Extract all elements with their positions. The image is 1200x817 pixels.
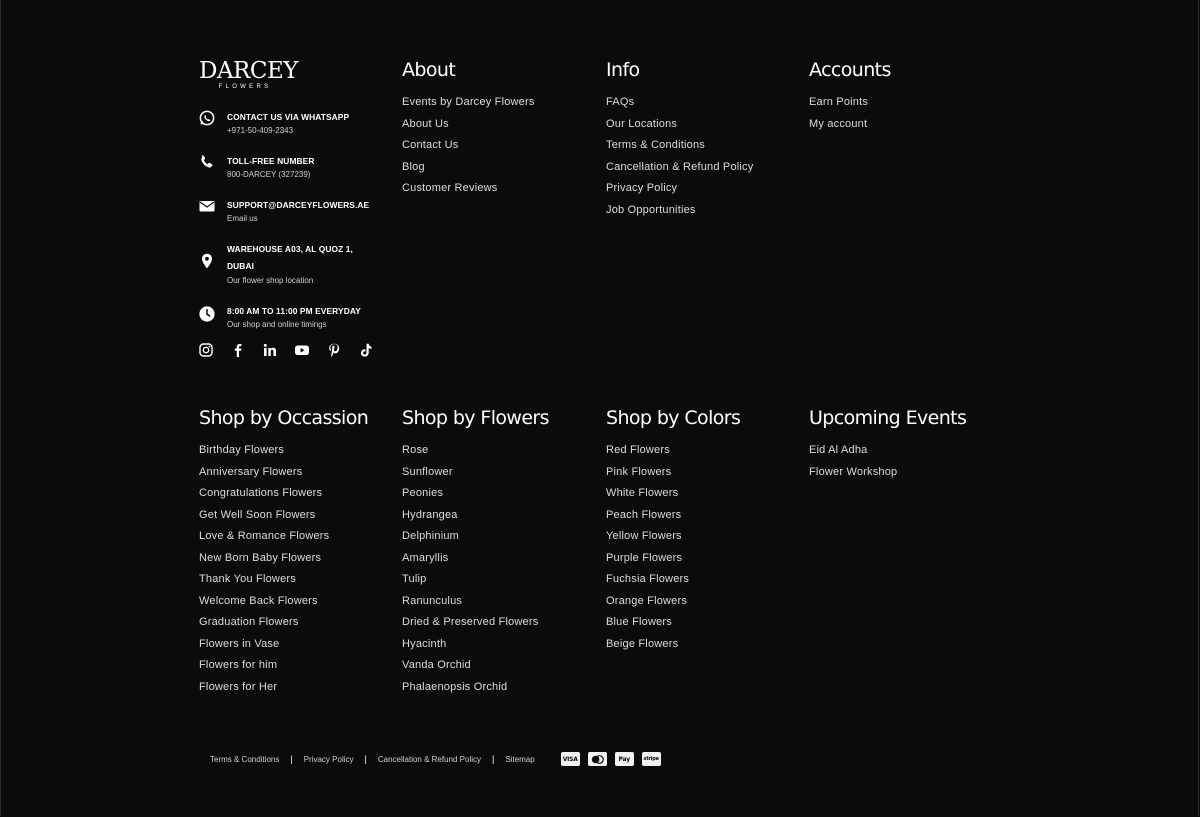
facebook-icon[interactable] [231,343,245,357]
footer-link[interactable]: Tulip [402,573,427,585]
footer-link[interactable]: Contact Us [402,139,459,151]
contact-title: WAREHOUSE A03, AL QUOZ 1, DUBAI [227,244,353,271]
info-links [606,92,753,221]
footer-link[interactable]: Pink Flowers [606,465,672,478]
whatsapp-icon [199,110,215,126]
contact-title: SUPPORT@DARCEYFLOWERS.AE [227,200,370,210]
events-heading: Upcoming Events [809,407,967,429]
clock-icon [199,306,215,322]
footer-link[interactable]: My account [809,117,868,130]
footer-link[interactable]: Amaryllis [402,551,449,564]
occasion-heading: Shop by Occassion [199,407,369,429]
social-links [199,343,391,357]
contact-subtitle: Email us [227,214,258,223]
footer-link[interactable]: Earn Points [809,96,869,108]
footer-link[interactable]: Dried & Preserved Flowers [402,616,539,628]
footer-link[interactable]: Birthday Flowers [199,444,285,456]
footer-link[interactable]: Vanda Orchid [402,659,471,671]
footer-link[interactable]: Phalaenopsis Orchid [402,680,508,693]
footer-link[interactable]: Ranunculus [402,594,463,607]
footer-link[interactable]: Terms & Conditions [606,139,705,151]
mail-icon [199,198,215,214]
footer-link[interactable]: Customer Reviews [402,182,498,194]
footer-link[interactable]: Thank You Flowers [199,573,296,585]
contact-subtitle: +971-50-409-2343 [227,126,294,135]
brand-tagline: FLOWERS [218,84,272,90]
linkedin-icon[interactable] [263,343,277,357]
brand-name: DARCEY [199,58,298,84]
flowers-links [402,440,538,698]
footer-link[interactable]: Delphinium [402,530,460,542]
separator: | [492,754,495,764]
mastercard-icon [588,752,607,766]
payment-methods [561,752,669,766]
footer-link[interactable]: Blue Flowers [606,616,672,628]
footer-link[interactable]: Eid Al Adha [809,444,868,456]
separator: | [290,754,293,764]
footer-link[interactable]: New Born Baby Flowers [199,551,322,564]
footer-link[interactable]: Flowers in Vase [199,637,280,650]
contact-title: CONTACT US VIA WHATSAPP [227,112,350,122]
apple-pay-icon: Pay [615,752,634,766]
instagram-icon[interactable] [199,343,213,357]
youtube-icon[interactable] [295,343,309,357]
footer-link[interactable]: Cancellation & Refund Policy [606,160,754,173]
contact-whatsapp[interactable] [199,109,384,137]
footer-link[interactable]: Congratulations Flowers [199,487,323,499]
footer-link[interactable]: Purple Flowers [606,551,683,564]
footer-link[interactable]: Privacy Policy [606,182,678,194]
events-links [809,440,897,483]
footer-link[interactable]: White Flowers [606,487,679,499]
footer-link[interactable]: Beige Flowers [606,637,679,650]
footer-link[interactable]: Our Locations [606,117,678,130]
bottom-link-sitemap[interactable]: Sitemap [505,754,535,764]
contact-address[interactable] [199,241,369,287]
footer-link[interactable]: Hyacinth [402,637,447,650]
footer-link[interactable]: Job Opportunities [606,203,696,216]
brand-logo[interactable] [199,59,298,91]
bottom-link-refund[interactable]: Cancellation & Refund Policy [377,754,482,764]
flowers-heading: Shop by Flowers [402,407,549,429]
contact-toll-free[interactable] [199,153,384,181]
contact-title: 8:00 AM TO 11:00 PM EVERYDAY [227,306,361,316]
colors-links [606,440,689,655]
footer-link[interactable]: Love & Romance Flowers [199,530,330,542]
stripe-icon: stripe [642,752,661,766]
footer-bottom-bar [210,752,669,766]
footer-link[interactable]: Orange Flowers [606,594,688,607]
footer-link[interactable]: Peonies [402,487,444,499]
info-heading: Info [606,59,640,81]
occasion-links [199,440,329,698]
contact-title: TOLL-FREE NUMBER [227,156,315,166]
location-pin-icon [199,253,215,269]
footer-link[interactable]: Events by Darcey Flowers [402,96,535,108]
footer-link[interactable]: Hydrangea [402,508,458,521]
colors-heading: Shop by Colors [606,407,741,429]
footer-link[interactable]: Blog [402,160,425,173]
contact-email[interactable] [199,197,384,225]
accounts-heading: Accounts [809,59,891,81]
footer-link[interactable]: Rose [402,444,429,456]
pinterest-icon[interactable] [327,343,341,357]
contact-subtitle: Our shop and online timings [227,320,327,329]
accounts-links [809,92,868,135]
footer-link[interactable]: Fuchsia Flowers [606,573,690,585]
bottom-link-terms[interactable]: Terms & Conditions [210,754,280,764]
tiktok-icon[interactable] [359,343,373,357]
footer-link[interactable]: Flower Workshop [809,465,898,478]
footer-link[interactable]: Peach Flowers [606,508,682,521]
about-heading: About [402,59,456,81]
visa-icon: VISA [561,752,580,766]
footer-link[interactable]: Yellow Flowers [606,530,682,542]
footer-link[interactable]: Get Well Soon Flowers [199,508,316,521]
contact-subtitle: Our flower shop location [227,276,314,285]
contact-subtitle: 800-DARCEY (327239) [227,170,311,179]
contact-hours[interactable] [199,303,384,331]
footer-link[interactable]: Welcome Back Flowers [199,594,318,607]
footer-link[interactable]: FAQs [606,96,635,108]
phone-icon [199,154,215,170]
about-links [402,92,535,200]
footer-link[interactable]: Red Flowers [606,444,670,456]
footer-link[interactable]: About Us [402,117,449,130]
footer-link[interactable]: Graduation Flowers [199,616,299,628]
footer-link[interactable]: Anniversary Flowers [199,465,303,478]
footer-link[interactable]: Sunflower [402,465,453,478]
separator: | [364,754,367,764]
footer-link[interactable]: Flowers for him [199,659,278,671]
footer-link[interactable]: Flowers for Her [199,680,278,693]
bottom-link-privacy[interactable]: Privacy Policy [303,754,354,764]
